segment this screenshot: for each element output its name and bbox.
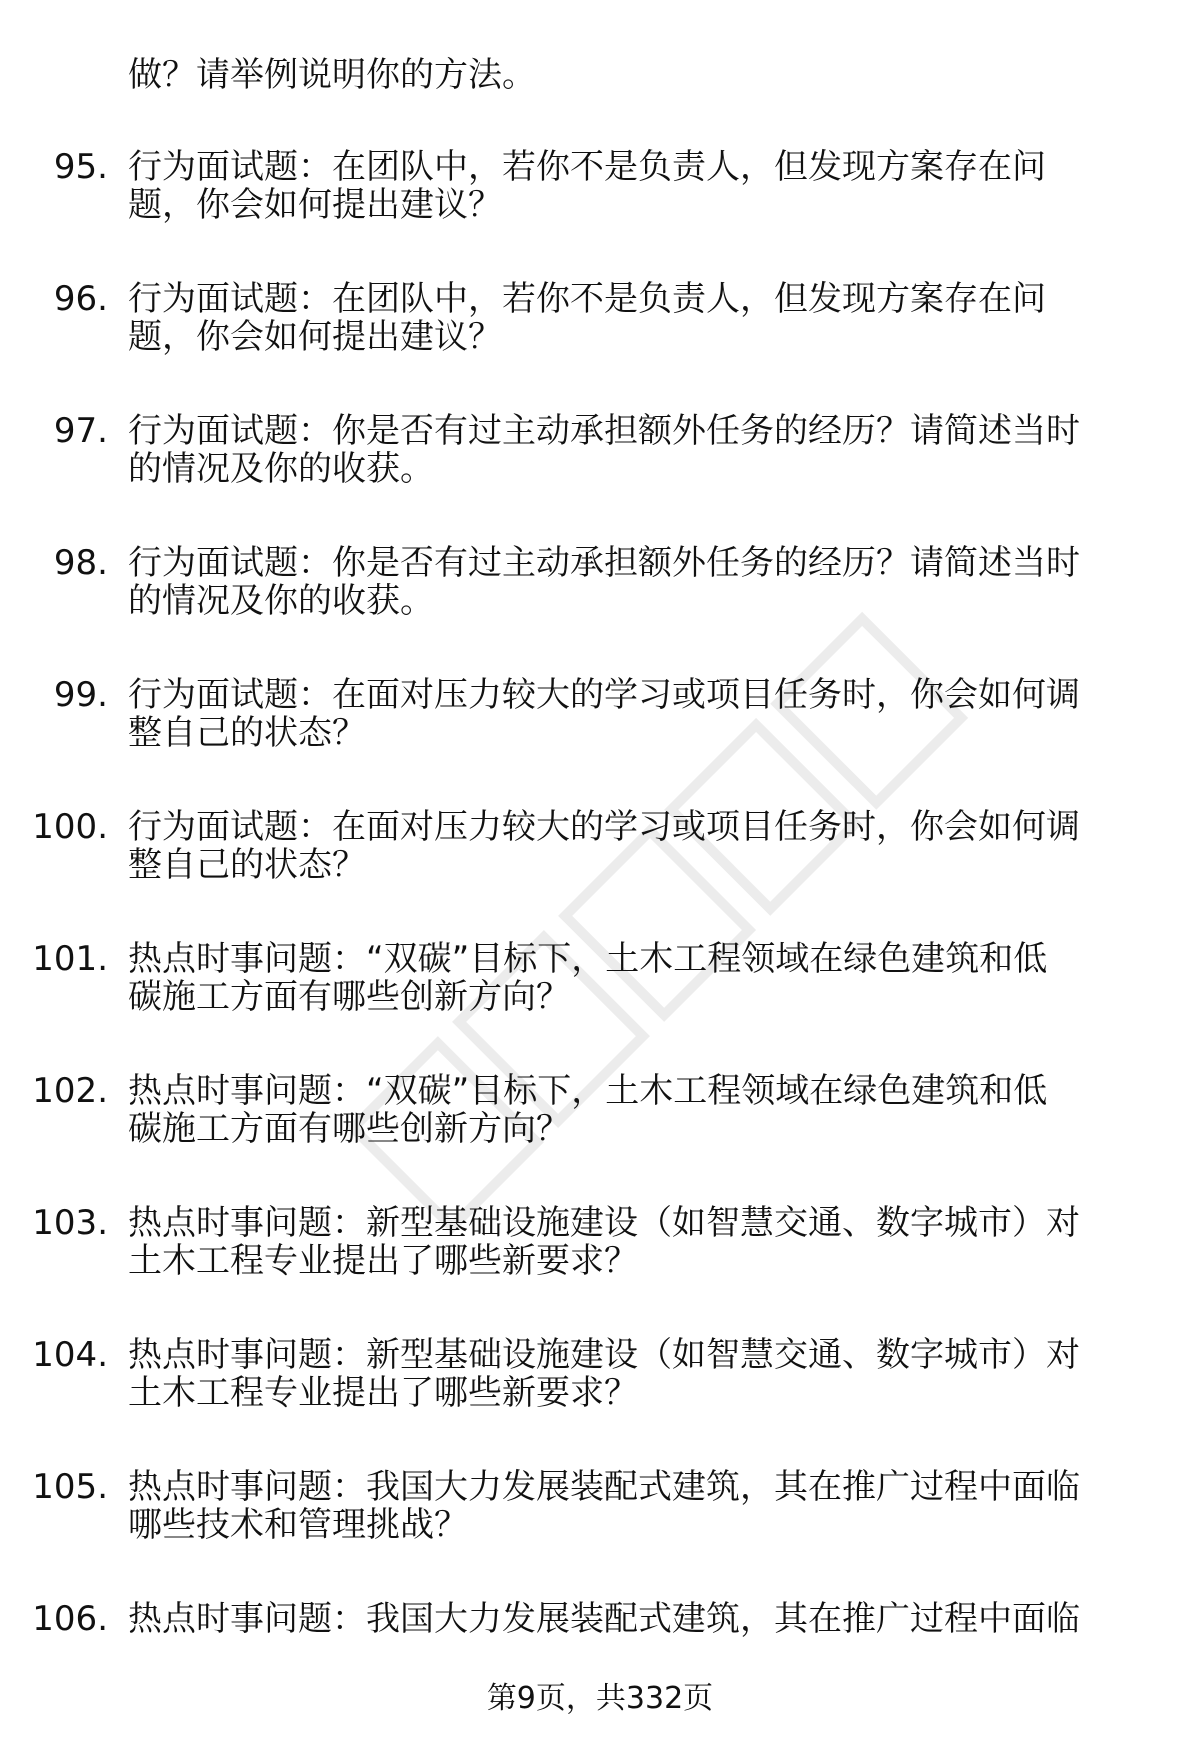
question-text: 热点时事问题：新型基础设施建设（如智慧交通、数字城市）对 土木工程专业提出了哪些新要求？: [128, 1335, 1080, 1413]
question-item: [0, 544, 1200, 676]
question-item: [0, 808, 1200, 940]
page-footer: 第9页，共332页: [486, 1681, 714, 1716]
question-text: 热点时事问题：“双碳”目标下，土木工程领域在绿色建筑和低 碳施工方面有哪些创新方向？: [128, 1071, 1048, 1149]
question-text: 行为面试题：你是否有过主动承担额外任务的经历？请简述当时 的情况及你的收获。: [128, 411, 1080, 489]
question-number: 98.: [53, 543, 108, 583]
question-item: [0, 280, 1200, 412]
question-text: 热点时事问题：我国大力发展装配式建筑，其在推广过程中面临: [128, 1599, 1080, 1639]
question-number: 104.: [32, 1335, 108, 1375]
question-item: [0, 1072, 1200, 1204]
question-text: 行为面试题：你是否有过主动承担额外任务的经历？请简述当时 的情况及你的收获。: [128, 543, 1080, 621]
question-text: 热点时事问题：新型基础设施建设（如智慧交通、数字城市）对 土木工程专业提出了哪些新要求？: [128, 1203, 1080, 1281]
question-number: 106.: [32, 1599, 108, 1639]
question-item: [0, 148, 1200, 280]
question-text: 行为面试题：在面对压力较大的学习或项目任务时，你会如何调 整自己的状态？: [128, 807, 1080, 885]
question-number: 105.: [32, 1467, 108, 1507]
question-number: 103.: [32, 1203, 108, 1243]
question-text: 热点时事问题：我国大力发展装配式建筑，其在推广过程中面临 哪些技术和管理挑战？: [128, 1467, 1080, 1545]
question-item: [0, 1204, 1200, 1336]
question-number: 96.: [53, 279, 108, 319]
question-text: 行为面试题：在团队中，若你不是负责人，但发现方案存在问 题，你会如何提出建议？: [128, 279, 1046, 357]
question-item: [0, 676, 1200, 808]
question-number: 99.: [53, 675, 108, 715]
question-number: 100.: [32, 807, 108, 847]
question-item: [0, 412, 1200, 544]
question-list: [0, 148, 1200, 1732]
question-item: [0, 1468, 1200, 1600]
question-item: [0, 1336, 1200, 1468]
question-item: [0, 940, 1200, 1072]
question-text: 热点时事问题：“双碳”目标下，土木工程领域在绿色建筑和低 碳施工方面有哪些创新方向？: [128, 939, 1048, 1017]
question-number: 97.: [53, 411, 108, 451]
question-number: 102.: [32, 1071, 108, 1111]
question-text: 行为面试题：在面对压力较大的学习或项目任务时，你会如何调 整自己的状态？: [128, 675, 1080, 753]
question-text: 行为面试题：在团队中，若你不是负责人，但发现方案存在问 题，你会如何提出建议？: [128, 147, 1046, 225]
question-number: 101.: [32, 939, 108, 979]
question-number: 95.: [53, 147, 108, 187]
continued-question-text: 做？请举例说明你的方法。: [128, 55, 536, 95]
